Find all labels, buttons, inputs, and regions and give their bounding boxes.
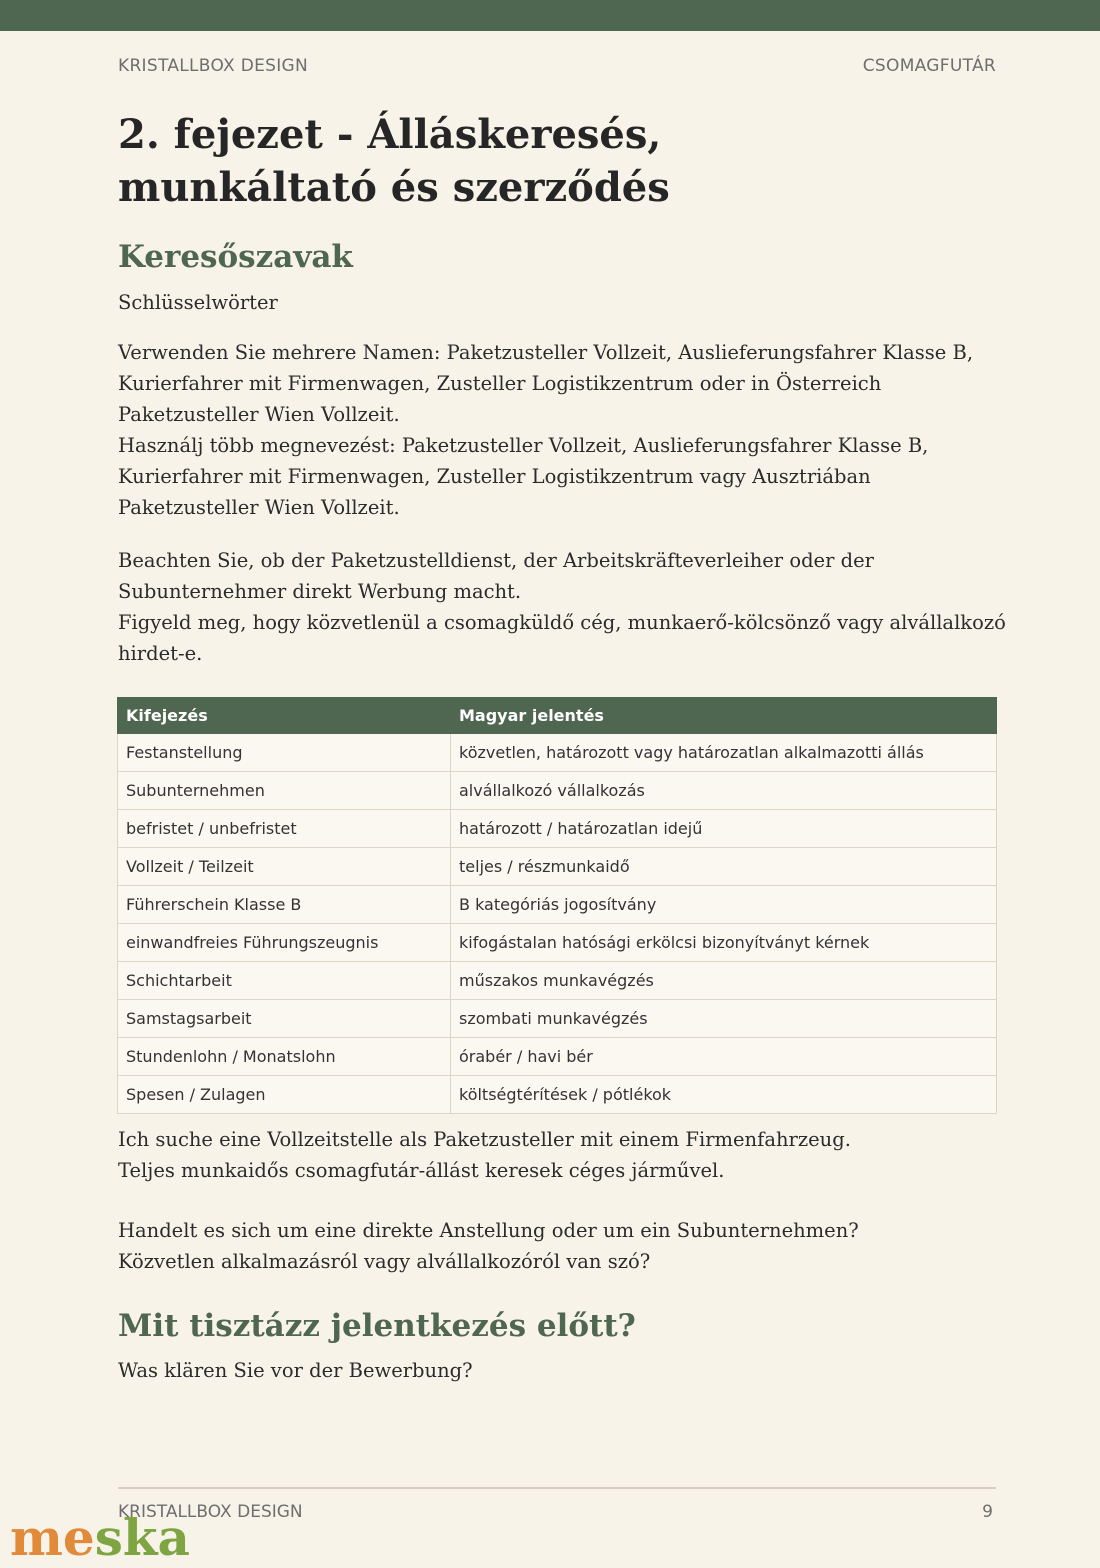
- table-row: [118, 772, 997, 810]
- chapter-title-line1: 2. fejezet - Álláskeresés,: [118, 111, 662, 158]
- column-header-expression: Kifejezés: [118, 698, 451, 734]
- header-book-title: CSOMAGFUTÁR: [862, 56, 996, 76]
- paragraph-line: Közvetlen alkalmazásról vagy alvállalkozóról van szó?: [118, 1250, 651, 1273]
- table-row: [118, 848, 997, 886]
- cell-meaning: teljes / részmunkaidő: [451, 848, 997, 886]
- chapter-title: [118, 108, 998, 214]
- paragraph-line: Beachten Sie, ob der Paketzustelldienst, der Arbeitskräfteverleiher oder der: [118, 549, 874, 572]
- section-heading-keywords: Keresőszavak: [118, 239, 353, 275]
- cell-meaning: műszakos munkavégzés: [451, 962, 997, 1000]
- cell-term: Stundenlohn / Monatslohn: [118, 1038, 451, 1076]
- paragraph-line: Kurierfahrer mit Firmenwagen, Zusteller Logistikzentrum vagy Ausztriában: [118, 465, 871, 488]
- running-header: [118, 56, 996, 76]
- paragraph-line: Handelt es sich um eine direkte Anstellung oder um ein Subunternehmen?: [118, 1219, 859, 1242]
- column-header-meaning: Magyar jelentés: [451, 698, 997, 734]
- paragraph-line: Figyeld meg, hogy közvetlenül a csomagküldő cég, munkaerő-kölcsönző vagy alvállalkozó: [118, 611, 1006, 634]
- paragraph-line: Kurierfahrer mit Firmenwagen, Zusteller Logistikzentrum oder in Österreich: [118, 372, 882, 395]
- table-row: [118, 734, 997, 772]
- table-row: [118, 924, 997, 962]
- paragraph-line: Teljes munkaidős csomagfutár-állást keresek céges járművel.: [118, 1159, 725, 1182]
- section-heading-before-applying: Mit tisztázz jelentkezés előtt?: [118, 1308, 636, 1344]
- cell-meaning: határozott / határozatlan idejű: [451, 810, 997, 848]
- section-subtitle-before-applying: Was klären Sie vor der Bewerbung?: [118, 1359, 473, 1382]
- table-row: [118, 1076, 997, 1114]
- cell-term: befristet / unbefristet: [118, 810, 451, 848]
- paragraph-line: Subunternehmer direkt Werbung macht.: [118, 580, 522, 603]
- watermark-part1: me: [10, 1508, 95, 1567]
- paragraph-advertiser: [118, 545, 1006, 669]
- paragraph-line: Használj több megnevezést: Paketzusteller Vollzeit, Auslieferungsfahrer Klasse B,: [118, 434, 929, 457]
- cell-meaning: szombati munkavégzés: [451, 1000, 997, 1038]
- cell-term: Vollzeit / Teilzeit: [118, 848, 451, 886]
- cell-term: Subunternehmen: [118, 772, 451, 810]
- table-row: [118, 1000, 997, 1038]
- paragraph-line: Ich suche eine Vollzeitstelle als Paketzusteller mit einem Firmenfahrzeug.: [118, 1128, 851, 1151]
- running-footer: [118, 1502, 996, 1522]
- cell-term: einwandfreies Führungszeugnis: [118, 924, 451, 962]
- chapter-title-line2: munkáltató és szerződés: [118, 164, 670, 211]
- paragraph-line: Paketzusteller Wien Vollzeit.: [118, 496, 400, 519]
- meska-watermark-logo: [10, 1508, 190, 1568]
- cell-term: Spesen / Zulagen: [118, 1076, 451, 1114]
- paragraph-example-sentence: [118, 1124, 998, 1186]
- header-brand: KRISTALLBOX DESIGN: [118, 56, 309, 76]
- watermark-part2: ska: [94, 1508, 190, 1567]
- footer-divider: [118, 1487, 996, 1489]
- cell-meaning: alvállalkozó vállalkozás: [451, 772, 997, 810]
- table-row: [118, 810, 997, 848]
- paragraph-line: Paketzusteller Wien Vollzeit.: [118, 403, 400, 426]
- cell-meaning: közvetlen, határozott vagy határozatlan alkalmazotti állás: [451, 734, 997, 772]
- cell-meaning: költségtérítések / pótlékok: [451, 1076, 997, 1114]
- page-number: 9: [982, 1502, 993, 1522]
- table-row: [118, 1038, 997, 1076]
- cell-term: Schichtarbeit: [118, 962, 451, 1000]
- footer-brand: KRISTALLBOX DESIGN: [118, 1502, 303, 1522]
- cell-meaning: B kategóriás jogosítvány: [451, 886, 997, 924]
- cell-term: Samstagsarbeit: [118, 1000, 451, 1038]
- paragraph-names: [118, 337, 998, 523]
- glossary-table: [117, 697, 997, 1114]
- paragraph-example-question: [118, 1215, 998, 1277]
- paragraph-line: Verwenden Sie mehrere Namen: Paketzusteller Vollzeit, Auslieferungsfahrer Klasse B,: [118, 341, 974, 364]
- section-subtitle-keywords: Schlüsselwörter: [118, 291, 278, 314]
- cell-term: Festanstellung: [118, 734, 451, 772]
- table-header-row: [118, 698, 997, 734]
- cell-meaning: kifogástalan hatósági erkölcsi bizonyítványt kérnek: [451, 924, 997, 962]
- paragraph-line: hirdet-e.: [118, 642, 203, 665]
- top-color-bar: [0, 0, 1100, 31]
- cell-meaning: órabér / havi bér: [451, 1038, 997, 1076]
- table-row: [118, 962, 997, 1000]
- table-row: [118, 886, 997, 924]
- cell-term: Führerschein Klasse B: [118, 886, 451, 924]
